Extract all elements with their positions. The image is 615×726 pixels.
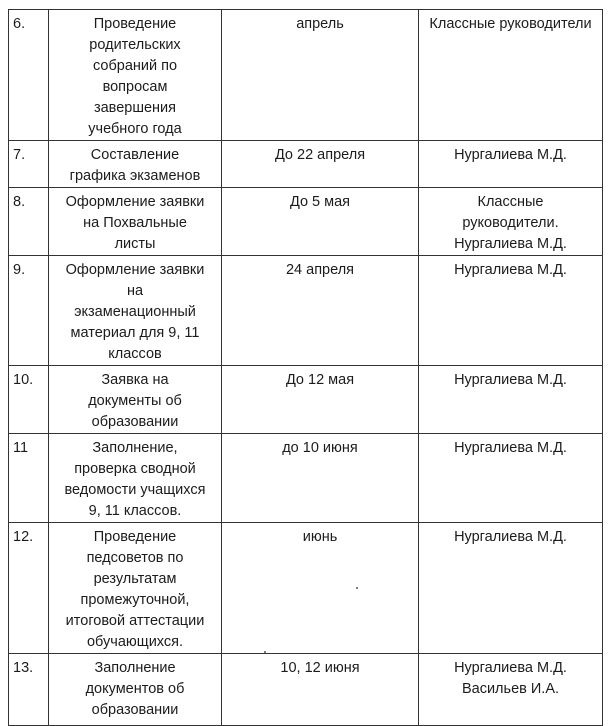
table-row [9,188,603,256]
table-row [9,141,603,188]
row-number: 8. [9,188,49,256]
activity-cell [49,188,222,256]
activity-line: на [126,283,144,299]
activity-line: документы об [88,393,182,409]
activity-line: Заполнение [94,660,176,676]
scan-speck [356,587,358,589]
activity-line: Составление [90,147,180,163]
responsible-line: Нургалиева М.Д. [454,147,567,163]
activity-line: Оформление заявки [65,194,205,210]
activity-line: родительских [89,37,181,53]
activity-line: Проведение [93,16,177,32]
activity-line: собраний по [92,58,178,74]
date-cell: До 5 мая [222,188,419,256]
activity-line: образовании [91,702,179,718]
activity-line: документов об [85,681,185,697]
responsible-line: Васильев И.А. [461,681,560,697]
responsible-line: Нургалиева М.Д. [454,440,567,456]
responsible-line: Классные руководители [429,16,592,32]
activity-cell [49,141,222,188]
table-row [9,523,603,654]
activity-line: учебного года [88,121,182,137]
date-cell: До 12 мая [222,366,419,434]
scan-speck [264,651,266,653]
activity-cell [49,654,222,726]
row-number: 12. [9,523,49,654]
activity-line: результатам [93,571,177,587]
activity-line: завершения [93,100,177,116]
activity-line: на Похвальные [83,215,187,231]
row-number: 11 [9,434,49,523]
schedule-table-body [9,10,603,726]
activity-line: материал для 9, 11 [70,325,200,341]
responsible-cell [419,141,603,188]
activity-line: ведомости учащихся [64,482,206,498]
responsible-line: Нургалиева М.Д. [454,660,567,676]
activity-cell [49,434,222,523]
responsible-line: Нургалиева М.Д. [454,372,567,388]
activity-line: экзаменационный [74,304,196,320]
activity-line: педсоветов по [86,550,184,566]
activity-line: итоговой аттестации [65,613,205,629]
row-number: 6. [9,10,49,141]
activity-line: листы [114,236,156,252]
table-row [9,10,603,141]
activity-line: Заявка на [101,372,169,388]
activity-cell [49,366,222,434]
activity-line: графика экзаменов [69,168,201,184]
date-cell: 10, 12 июня [222,654,419,726]
responsible-line: руководители. [462,215,559,231]
activity-cell [49,10,222,141]
responsible-line: Нургалиева М.Д. [454,529,567,545]
activity-line: 9, 11 классов. [88,503,182,519]
activity-cell [49,256,222,366]
activity-line: промежуточной, [80,592,190,608]
responsible-cell [419,523,603,654]
activity-line: вопросам [102,79,168,95]
row-number: 10. [9,366,49,434]
row-number: 9. [9,256,49,366]
activity-line: Заполнение, [92,440,178,456]
activity-line: образовании [91,414,179,430]
activity-line: Оформление заявки [65,262,205,278]
responsible-cell [419,366,603,434]
date-cell: 24 апреля [222,256,419,366]
activity-line: классов [108,346,162,362]
date-cell: до 10 июня [222,434,419,523]
responsible-cell [419,10,603,141]
activity-cell [49,523,222,654]
responsible-line: Классные [477,194,544,210]
responsible-cell [419,188,603,256]
table-row [9,366,603,434]
responsible-cell [419,654,603,726]
responsible-cell [419,434,603,523]
table-row [9,256,603,366]
table-row [9,654,603,726]
responsible-line: Нургалиева М.Д. [454,262,567,278]
date-cell: июнь [222,523,419,654]
schedule-table [8,9,603,726]
activity-line: Проведение [93,529,177,545]
row-number: 13. [9,654,49,726]
date-cell: До 22 апреля [222,141,419,188]
row-number: 7. [9,141,49,188]
activity-line: обучающихся. [86,634,184,650]
activity-line: проверка сводной [74,461,196,477]
responsible-cell [419,256,603,366]
responsible-line: Нургалиева М.Д. [454,236,567,252]
table-row [9,434,603,523]
date-cell: апрель [222,10,419,141]
